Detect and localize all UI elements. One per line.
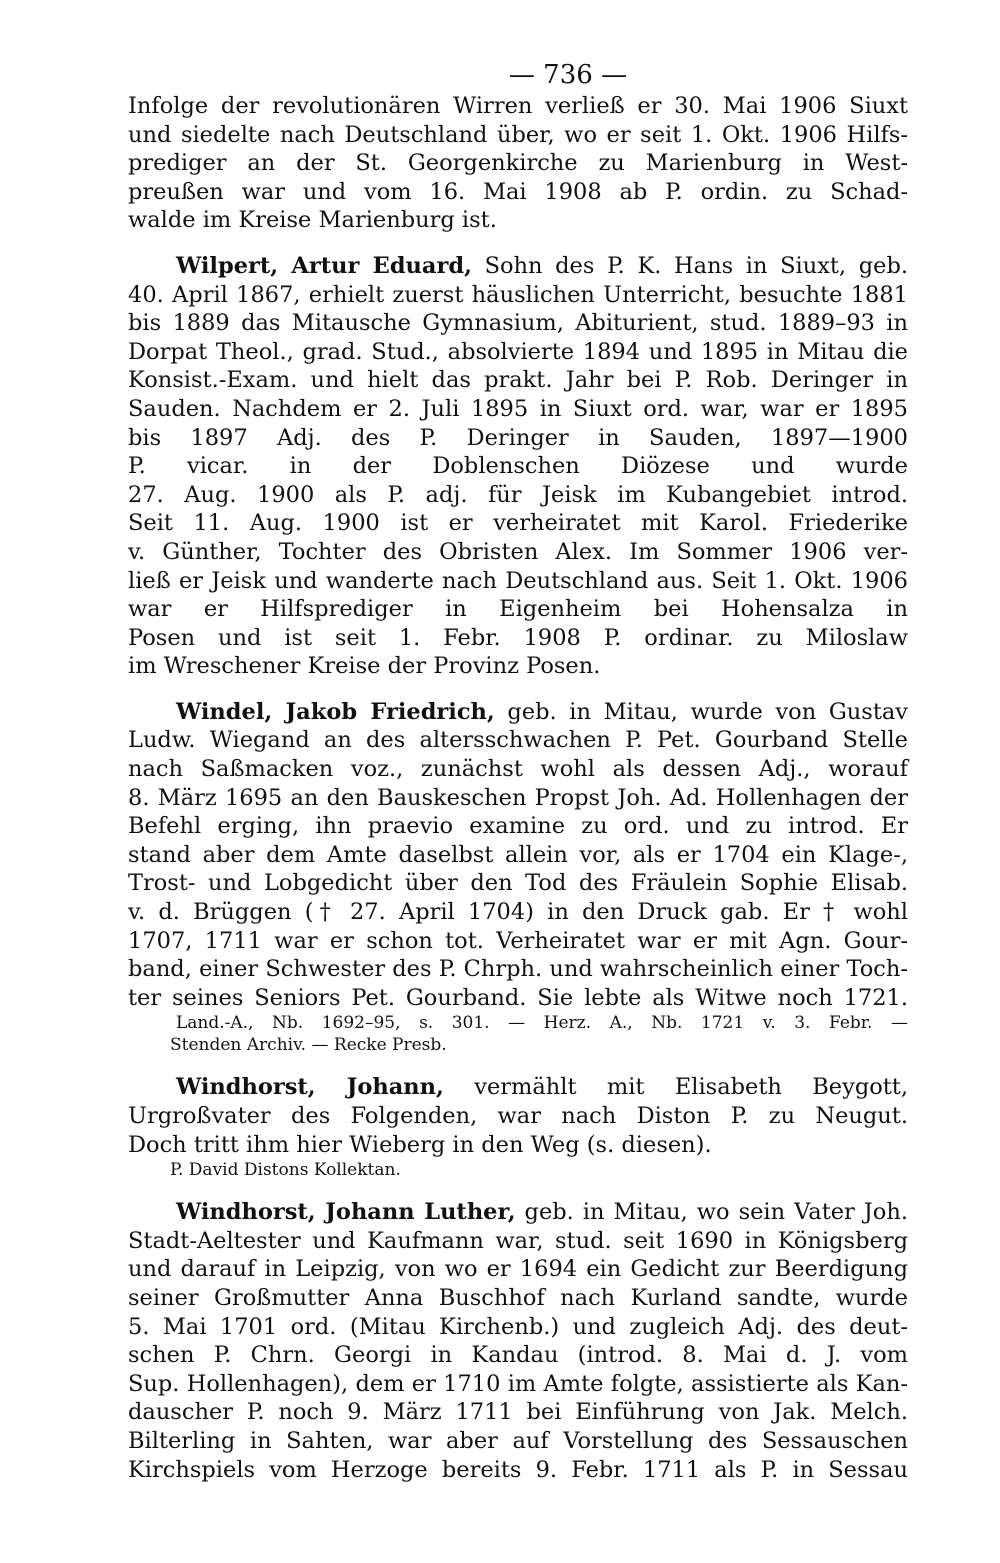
text-line: dauscher P. noch 9. März 1711 bei Einführung von Jak. Melch.: [128, 1399, 908, 1426]
entry-wilpert: [128, 252, 908, 681]
entry-first-line: [128, 1198, 908, 1227]
text-line: ter seines Seniors Pet. Gourband. Sie lebte als Witwe noch 1721.: [128, 984, 908, 1011]
text-line: und siedelte nach Deutschland über, wo er seit 1. Okt. 1906 Hilfs-: [128, 121, 908, 148]
text-line: prediger an der St. Georgenkirche zu Marienburg in West-: [128, 150, 908, 177]
entry-first-text: geb. in Mitau, wurde von Gustav: [494, 698, 909, 725]
text-line: im Wreschener Kreise der Provinz Posen.: [128, 653, 601, 680]
text-line: band, einer Schwester des P. Chrph. und wahrscheinlich einer Toch-: [128, 956, 908, 983]
source-note: Land.-A., Nb. 1692–95, s. 301. — Herz. A., Nb. 1721 v. 3. Febr. —: [176, 1013, 908, 1034]
text-line: Posen und ist seit 1. Febr. 1908 P. ordinar. zu Miloslaw: [128, 624, 908, 651]
entry-windel: [128, 698, 908, 1057]
text-line: 27. Aug. 1900 als P. adj. für Jeisk im Kubangebiet introd.: [128, 481, 908, 508]
text-line: schen P. Chrn. Georgi in Kandau (introd. 8. Mai d. J. vom: [128, 1342, 908, 1369]
text-line: und darauf in Leipzig, von wo er 1694 ein Gedicht zur Beerdigung: [128, 1256, 908, 1283]
text-line: 5. Mai 1701 ord. (Mitau Kirchenb.) und zugleich Adj. des deut-: [128, 1313, 908, 1340]
entry-first-line: [128, 698, 908, 727]
text-line: Bilterling in Sahten, war aber auf Vorstellung des Sessauschen: [128, 1427, 908, 1454]
text-line: Infolge der revolutionären Wirren verließ er 30. Mai 1906 Siuxt: [128, 93, 908, 119]
text-line: Urgroßvater des Folgenden, war nach Diston P. zu Neugut.: [128, 1103, 908, 1129]
text-line: Befehl erging, ihn praevio examine zu ord. und zu introd. Er: [128, 813, 908, 840]
entry-gap: [128, 1056, 908, 1073]
text-line: stand aber dem Amte daselbst allein vor, als er 1704 ein Klage-,: [128, 841, 908, 868]
text-line: seiner Großmutter Anna Buschhof nach Kurland sandte, wurde: [128, 1284, 908, 1311]
entry-name: Windhorst, Johann Luther,: [176, 1199, 516, 1226]
text-line: Doch tritt ihm hier Wieberg in den Weg (s. diesen).: [128, 1131, 712, 1158]
text-line: bis 1897 Adj. des P. Deringer in Sauden, 1897—1900: [128, 424, 908, 451]
text-line: Ludw. Wiegand an des altersschwachen P. Pet. Gourband Stelle: [128, 727, 908, 754]
text-line: 40. April 1867, erhielt zuerst häuslichen Unterricht, besuchte 1881: [128, 281, 908, 308]
text-line: Trost- und Lobgedicht über den Tod des Fräulein Sophie Elisab.: [128, 870, 908, 897]
entry-gap: [128, 1181, 908, 1198]
entry-name: Windhorst, Johann,: [176, 1074, 444, 1101]
entry-first-text: vermählt mit Elisabeth Beygott,: [443, 1074, 908, 1101]
entry-windhorst-johann-luther: [128, 1198, 908, 1484]
text-line: Kirchspiels vom Herzoge bereits 9. Febr. 1711 als P. in Sessau: [128, 1456, 908, 1483]
entry-first-line: [128, 1073, 908, 1102]
text-line: ließ er Jeisk und wanderte nach Deutschland aus. Seit 1. Okt. 1906: [128, 567, 908, 594]
text-line: Sauden. Nachdem er 2. Juli 1895 in Siuxt ord. war, war er 1895: [128, 395, 908, 422]
entry-windhorst-johann: [128, 1073, 908, 1181]
text-line: bis 1889 das Mitausche Gymnasium, Abiturient, stud. 1889–93 in: [128, 310, 908, 337]
text-line: P. vicar. in der Doblenschen Diözese und wurde: [128, 453, 908, 480]
text-line: Dorpat Theol., grad. Stud., absolvierte 1894 und 1895 in Mitau die: [128, 338, 908, 365]
entry-name: Wilpert, Artur Eduard,: [176, 252, 472, 279]
text-line: Seit 11. Aug. 1900 ist er verheiratet mit Karol. Friederike: [128, 510, 908, 537]
entry-first-text: geb. in Mitau, wo sein Vater Joh.: [515, 1199, 908, 1226]
entry-gap: [128, 681, 908, 698]
text-line: preußen war und vom 16. Mai 1908 ab P. ordin. zu Schad-: [128, 178, 908, 205]
text-line: v. d. Brüggen († 27. April 1704) in den Druck gab. Er † wohl: [128, 899, 908, 926]
source-note: Stenden Archiv. — Recke Presb.: [170, 1035, 447, 1056]
book-page: [128, 58, 908, 1484]
text-line: 1707, 1711 war er schon tot. Verheiratet war er mit Agn. Gour-: [128, 927, 908, 954]
entry-first-text: Sohn des P. K. Hans in Siuxt, geb.: [471, 252, 909, 279]
text-line: Konsist.-Exam. und hielt das prakt. Jahr bei P. Rob. Deringer in: [128, 367, 908, 394]
text-line: nach Saßmacken voz., zunächst wohl als dessen Adj., worauf: [128, 756, 908, 783]
text-line: v. Günther, Tochter des Obristen Alex. Im Sommer 1906 ver-: [128, 538, 908, 565]
entry-name: Windel, Jakob Friedrich,: [176, 698, 495, 725]
page-number: — 736 —: [508, 60, 628, 90]
entry-continuation: [128, 92, 908, 235]
text-line: 8. März 1695 an den Bauskeschen Propst Joh. Ad. Hollenhagen der: [128, 784, 908, 811]
source-note: P. David Distons Kollektan.: [170, 1160, 401, 1181]
text-line: Sup. Hollenhagen), dem er 1710 im Amte folgte, assistierte als Kan-: [128, 1370, 908, 1397]
entry-first-line: [128, 252, 908, 281]
text-line: Stadt-Aeltester und Kaufmann war, stud. seit 1690 in Königsberg: [128, 1227, 908, 1254]
text-line: war er Hilfsprediger in Eigenheim bei Hohensalza in: [128, 596, 908, 623]
text-line: walde im Kreise Marienburg ist.: [128, 207, 497, 234]
entry-gap: [128, 235, 908, 252]
